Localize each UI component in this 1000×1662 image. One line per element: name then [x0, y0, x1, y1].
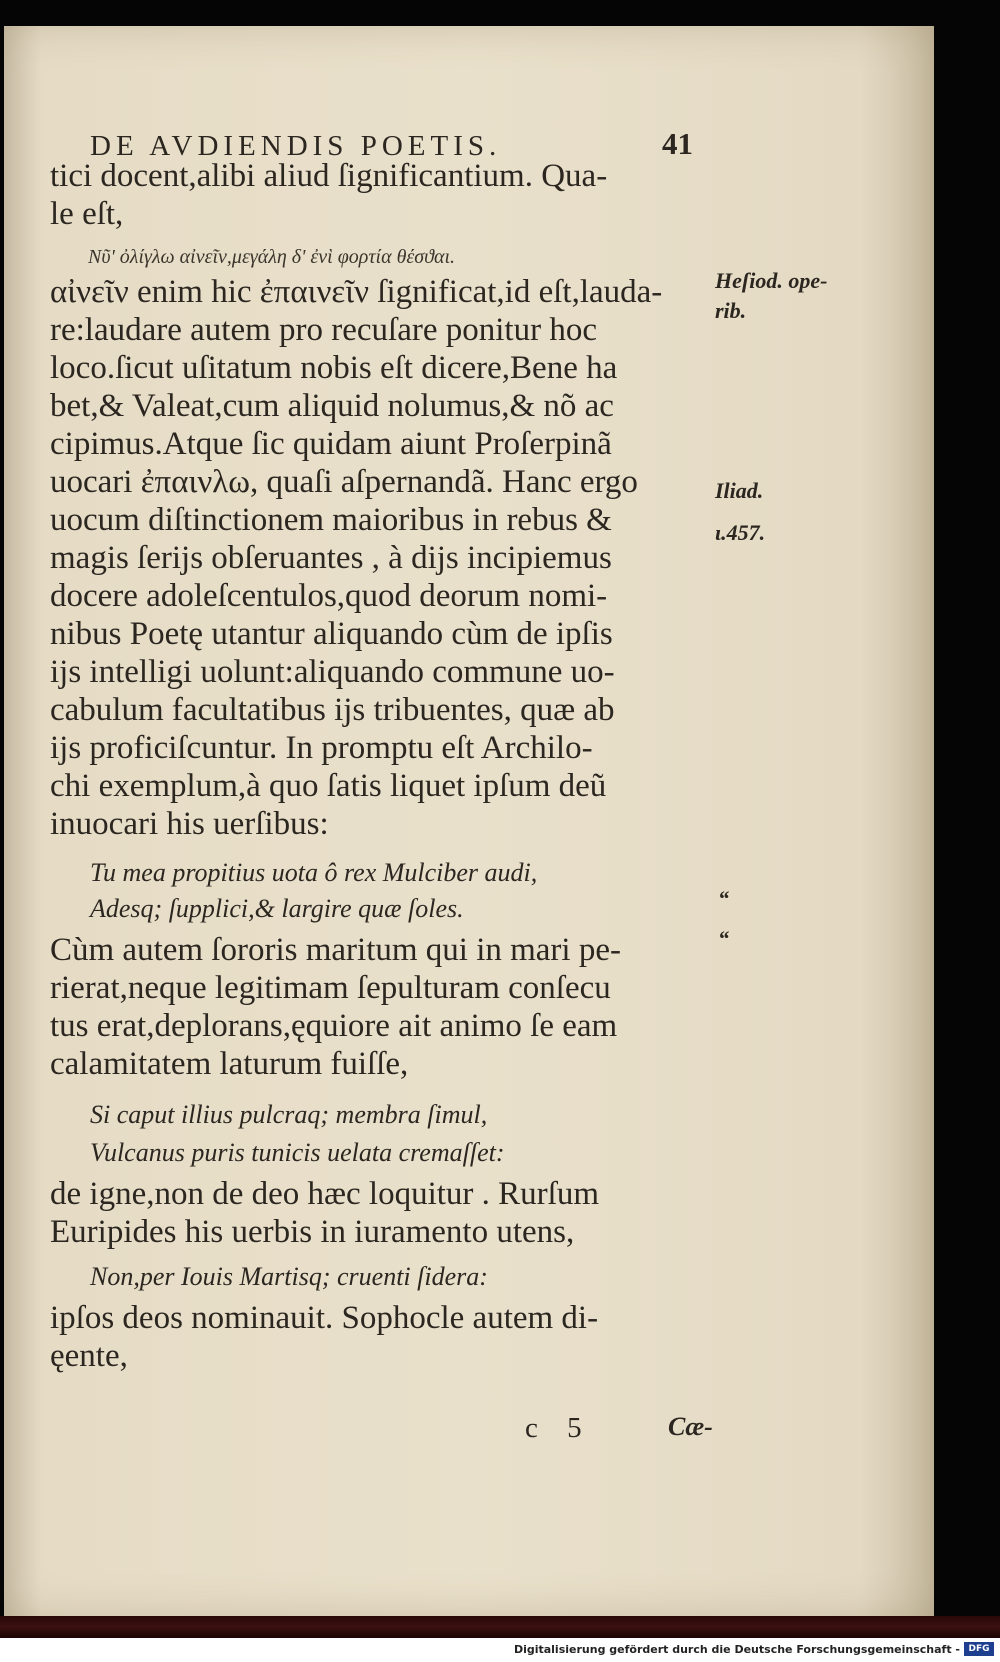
- text-line: uocum diſtinctionem maioribus in rebus &: [50, 502, 612, 538]
- margin-note-iliad: Iliad.: [715, 478, 764, 503]
- verse-line: Tu mea propitius uota ô rex Mulciber audi,: [90, 858, 538, 887]
- text-line: de igne,non de deo hæc loquitur . Rurſum: [50, 1176, 599, 1212]
- dfg-logo: DFG: [964, 1642, 994, 1656]
- text-line: loco.ſicut uſitatum nobis eſt dicere,Bene ha: [50, 350, 618, 386]
- catchword: Cæ-: [668, 1412, 713, 1441]
- text-line: chi exemplum,à quo ſatis liquet ipſum deũ: [50, 768, 607, 804]
- quote-mark: “: [718, 886, 729, 911]
- page-edge-strip: [0, 1616, 1000, 1638]
- verse-line: Non,per Iouis Martisq; cruenti ſidera:: [90, 1262, 488, 1291]
- text-line: cipimus.Atque ſic quidam aiunt Proſerpinã: [50, 426, 612, 462]
- text-line: uocari ἐπαινλω, quaſi aſpernandã. Hanc ergo: [50, 464, 638, 500]
- text-line: ęente,: [50, 1338, 128, 1374]
- text-line: tici docent,alibi aliud ſignificantium. Qua-: [50, 158, 608, 194]
- text-line: magis ſerijs obſeruantes , à dijs incipiemus: [50, 540, 612, 576]
- text-line: tus erat,deplorans,ęquiore ait animo ſe eam: [50, 1008, 618, 1044]
- text-line: re:laudare autem pro recuſare ponitur hoc: [50, 312, 597, 348]
- footer-band: [0, 1638, 1000, 1662]
- text-line: ipſos deos nominauit. Sophocle autem di-: [50, 1300, 599, 1336]
- margin-note-hesiod: Heſiod. ope-: [715, 268, 828, 293]
- text-line: αἰνεῖν enim hic ἐπαινεῖν ſignificat,id eſt,lauda-: [50, 274, 663, 310]
- text-line: ijs intelligi uolunt:aliquando commune uo-: [50, 654, 615, 690]
- text-line: calamitatem laturum fuiſſe,: [50, 1046, 409, 1082]
- text-line: le eſt,: [50, 196, 124, 232]
- text-line: inuocari his uerſibus:: [50, 806, 329, 842]
- verse-line: Vulcanus puris tunicis uelata cremaſſet:: [90, 1138, 505, 1167]
- verse-line: Adesq; ſupplici,& largire quæ ſoles.: [90, 894, 464, 923]
- text-line: bet,& Valeat,cum aliquid nolumus,& nõ ac: [50, 388, 614, 424]
- text-line: rierat,neque legitimam ſepulturam conſecu: [50, 970, 611, 1006]
- margin-note-iliad-ref: ι.457.: [715, 520, 766, 545]
- text-line: Cùm autem ſororis maritum qui in mari pe-: [50, 932, 621, 968]
- text-line: docere adoleſcentulos,quod deorum nomi-: [50, 578, 608, 614]
- text-line: ijs proficiſcuntur. In promptu eſt Archilo-: [50, 730, 593, 766]
- footer-credit: Digitalisierung gefördert durch die Deutsche Forschungsgemeinschaft -: [513, 1643, 960, 1656]
- verse-line: Si caput illius pulcraq; membra ſimul,: [90, 1100, 488, 1129]
- text-line: Euripides his uerbis in iuramento utens,: [50, 1214, 575, 1250]
- quote-mark: “: [718, 926, 729, 951]
- text-line: cabulum facultatibus ijs tribuentes, quæ ab: [50, 692, 615, 728]
- running-head: DE AVDIENDIS POETIS.: [90, 130, 502, 162]
- greek-line: Νῦ' ὀλίγλω αἰνεῖν,μεγάλη δ' ἐνὶ φορτία θέσϑαι.: [88, 246, 456, 268]
- margin-note-hesiod-cont: rib.: [715, 298, 747, 323]
- text-line: nibus Poetę utantur aliquando cùm de ipſis: [50, 616, 613, 652]
- page-number: 41: [662, 126, 693, 161]
- signature-mark: c 5: [525, 1412, 582, 1444]
